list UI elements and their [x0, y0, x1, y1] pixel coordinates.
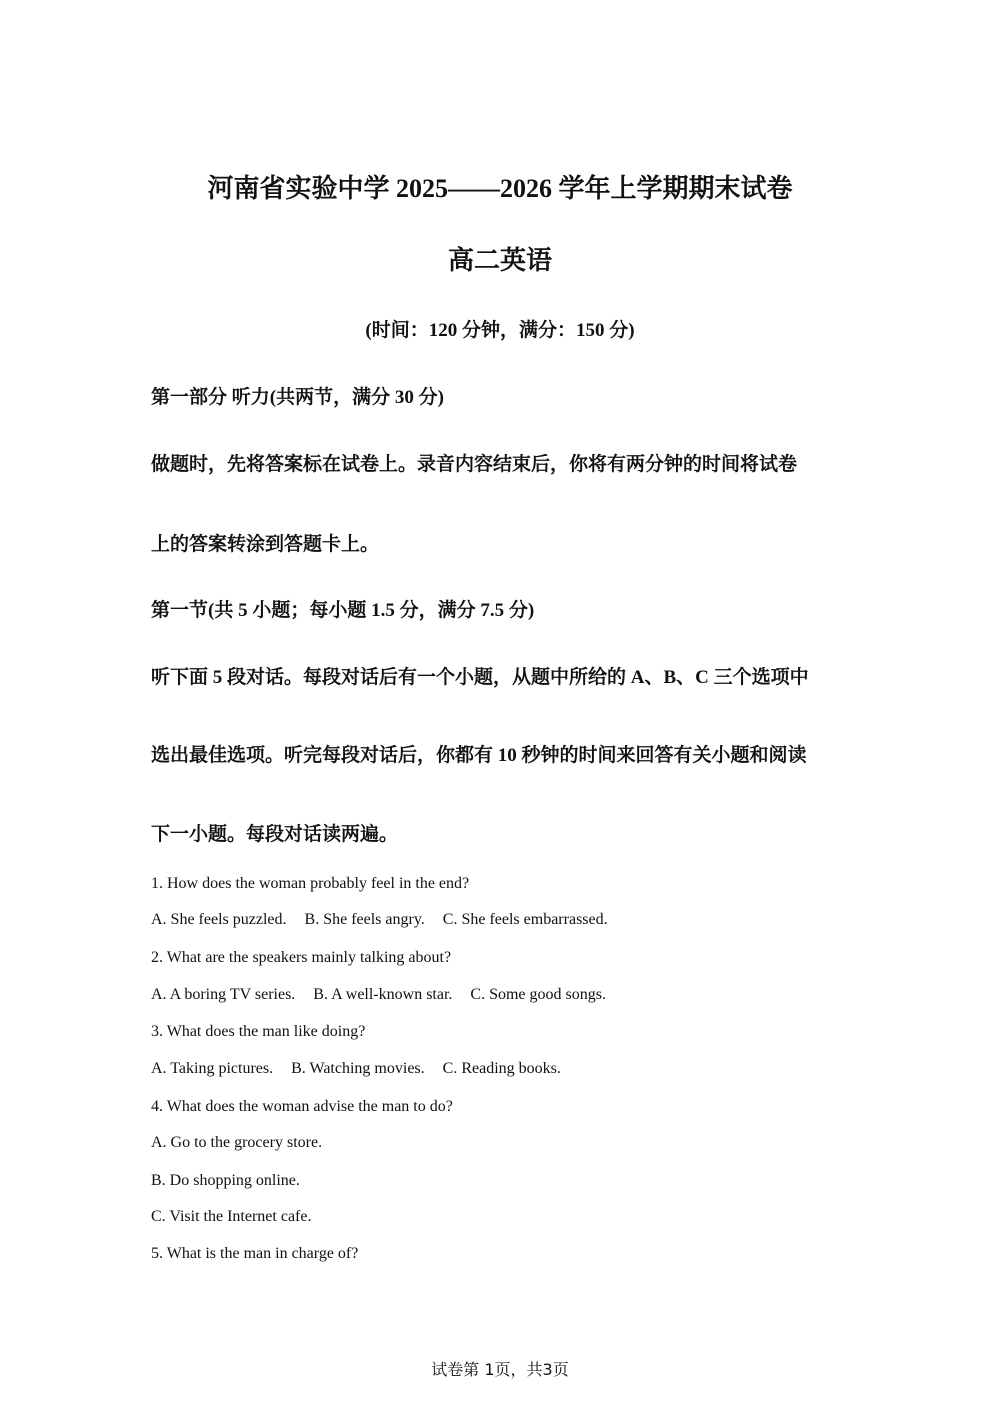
question-2-options	[151, 986, 871, 1004]
question-2-option-a: A. A boring TV series.	[151, 986, 296, 1003]
part1-instruction-line1: 做题时，先将答案标在试卷上。录音内容结束后，你将有两分钟的时间将试卷	[151, 454, 798, 475]
time-info: (时间：120 分钟，满分：150 分)	[365, 320, 635, 341]
question-4-option-b: B. Do shopping online.	[151, 1172, 300, 1189]
question-2-option-b: B. A well-known star.	[313, 986, 453, 1003]
question-3-stem: 3. What does the man like doing?	[151, 1023, 366, 1040]
question-1-options	[151, 911, 871, 929]
section1-heading: 第一节(共 5 小题；每小题 1.5 分，满分 7.5 分)	[151, 600, 535, 621]
exam-title: 河南省实验中学 2025——2026 学年上学期期末试卷	[207, 174, 793, 203]
question-3-option-b: B. Watching movies.	[291, 1060, 425, 1077]
question-3-options	[151, 1060, 871, 1078]
question-2-stem: 2. What are the speakers mainly talking about?	[151, 949, 452, 966]
question-2-option-c: C. Some good songs.	[470, 986, 606, 1003]
exam-subtitle: 高二英语	[447, 246, 552, 275]
section1-instruction-line3: 下一小题。每段对话读两遍。	[151, 824, 399, 845]
part1-instruction-line2: 上的答案转涂到答题卡上。	[151, 534, 380, 555]
question-1-option-c: C. She feels embarrassed.	[442, 911, 608, 928]
page-number-footer: 试卷第 1页，共3页	[431, 1360, 569, 1379]
section1-instruction-line1: 听下面 5 段对话。每段对话后有一个小题，从题中所给的 A、B、C 三个选项中	[151, 667, 809, 688]
question-1-stem: 1. How does the woman probably feel in the end?	[151, 875, 470, 892]
question-4-option-c: C. Visit the Internet cafe.	[151, 1208, 312, 1225]
question-5-stem: 5. What is the man in charge of?	[151, 1245, 359, 1262]
question-1-option-a: A. She feels puzzled.	[151, 911, 287, 928]
question-3-option-c: C. Reading books.	[442, 1060, 561, 1077]
question-3-option-a: A. Taking pictures.	[151, 1060, 274, 1077]
part1-heading: 第一部分 听力(共两节，满分 30 分)	[151, 387, 444, 408]
question-4-stem: 4. What does the woman advise the man to do?	[151, 1098, 453, 1115]
question-4-option-a: A. Go to the grocery store.	[151, 1134, 323, 1151]
question-1-option-b: B. She feels angry.	[304, 911, 425, 928]
section1-instruction-line2: 选出最佳选项。听完每段对话后，你都有 10 秒钟的时间来回答有关小题和阅读	[151, 745, 807, 766]
